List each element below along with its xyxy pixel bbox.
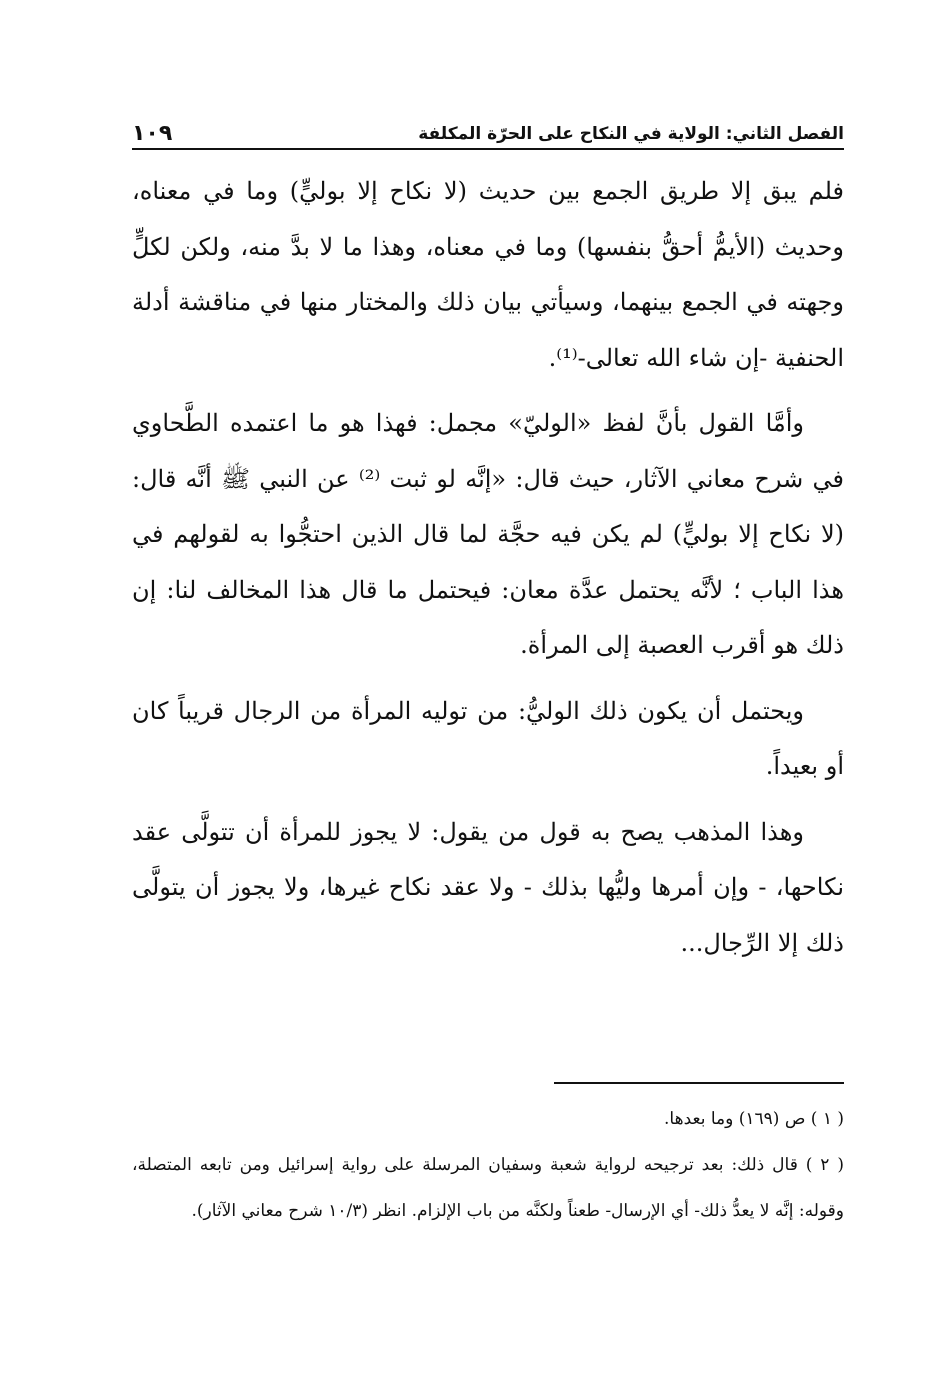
running-header [132,100,844,150]
page [132,100,844,1300]
paragraph-2: وأمَّا القول بأنَّ لفظ «الوليّ» مجمل: فهذا هو ما اعتمده الطَّحاوي في شرح معاني الآثار، حيث قال: «إنَّه لو ثبت ⁽²⁾ عن النبي ﷺ أنَّه قال: (لا نكاح إلا بوليٍّ) لم يكن فيه حجَّة لما قال الذين احتجُّوا به لقولهم في هذا الباب ؛ لأنَّه يحتمل عدَّة معان: فيحتمل ما قال هذا المخالف لنا: إن ذلك هو أقرب العصبة إلى المرأة. [132,409,844,659]
footnote-1: ( ١ ) ص (١٦٩) وما بعدها. [664,1109,844,1129]
paragraph-3: ويحتمل أن يكون ذلك الوليُّ: من توليه المرأة من الرجال قريباً كان أو بعيداً. [132,696,844,780]
chapter-title: الفصل الثاني: الولاية في النكاح على الحرّة المكلفة [418,124,844,144]
footnote-2: ( ٢ ) قال ذلك: بعد ترجيحه لرواية شعبة وسفيان المرسلة على رواية إسرائيل ومن تابعه المتصلة، وقوله: إنَّه لا يعدُّ ذلك- أي الإرسال- طعناً ولكنَّه من باب الإلزام. انظر (١٠/٣ شرح معاني الآثار). [132,1155,844,1221]
page-number: ١٠٩ [132,121,173,146]
main-text [132,164,844,971]
footnotes [132,1096,844,1234]
footnote-divider [554,1082,844,1084]
paragraph-4: وهذا المذهب يصح به قول من يقول: لا يجوز للمرأة أن تتولَّى عقد نكاحها، - وإن أمرها وليُّها بذلك - ولا عقد نكاح غيرها، ولا يجوز أن يتولَّى ذلك إلا الرِّجال... [132,817,844,957]
paragraph-1: فلم يبق إلا طريق الجمع بين حديث (لا نكاح إلا بوليٍّ) وما في معناه، وحديث (الأيمُّ أحقُّ بنفسها) وما في معناه، وهذا ما لا بدَّ منه، ولكن لكلٍّ وجهته في الجمع بينهما، وسيأتي بيان ذلك والمختار منها في مناقشة أدلة الحنفية -إن شاء الله تعالى-⁽¹⁾. [132,177,844,372]
